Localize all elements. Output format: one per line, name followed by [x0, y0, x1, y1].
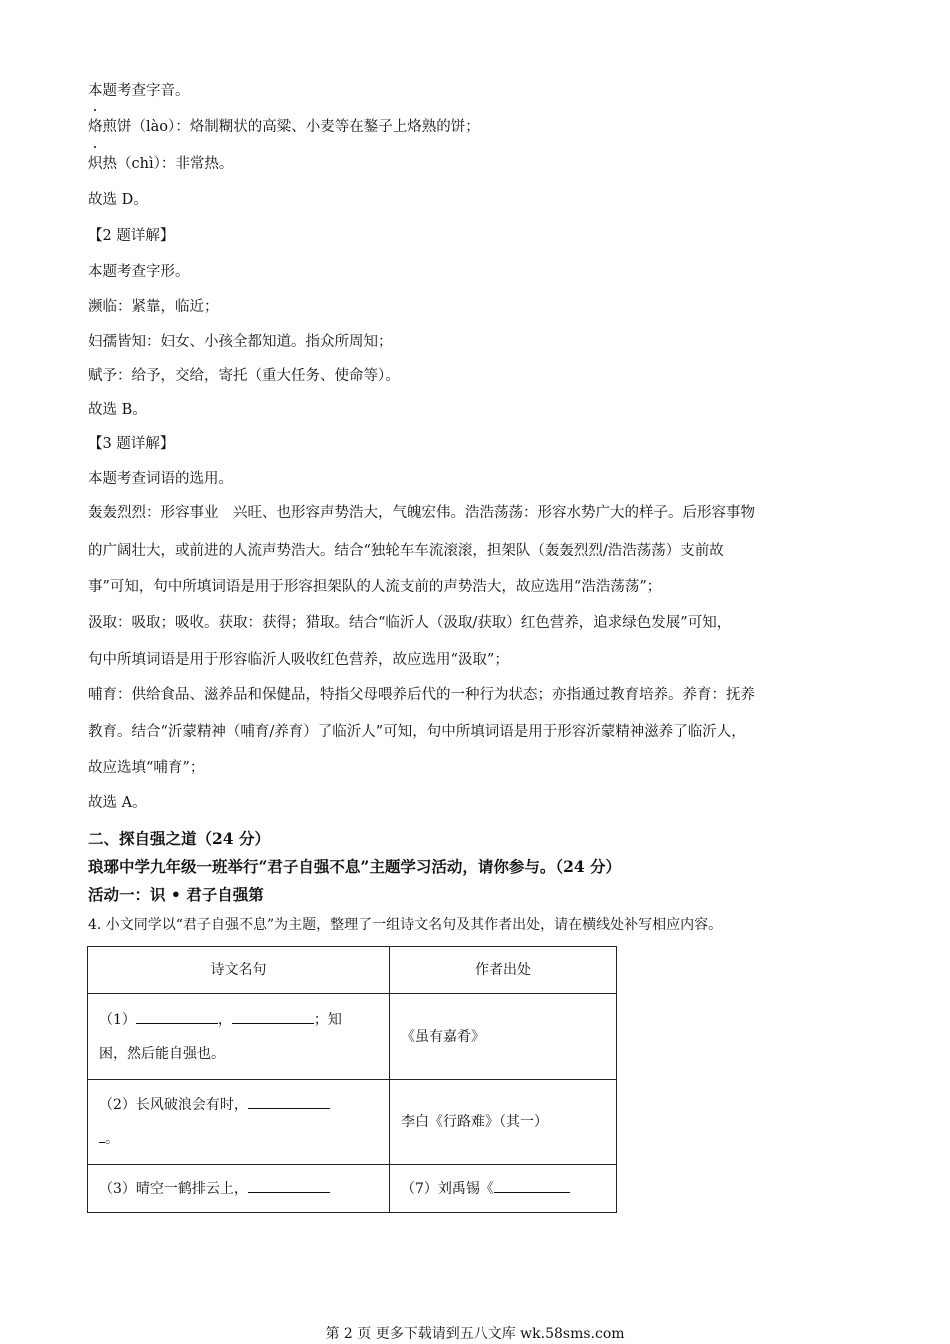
q3-intro: 本题考查词语的选用。	[88, 471, 233, 487]
table-row	[88, 994, 617, 1080]
quote-cell	[88, 1080, 390, 1165]
poem-table	[87, 946, 617, 1213]
q2-item: 妇孺皆知：妇女、小孩全都知道。指众所周知；	[88, 334, 393, 350]
quote-text: ；知	[313, 1011, 342, 1028]
q3-heading: 【3 题详解】	[88, 436, 175, 452]
fill-blank[interactable]	[248, 1094, 330, 1109]
q2-item: 赋予：给予，交给，寄托（重大任务、使命等）。	[88, 368, 400, 384]
q1-answer: 故选 D。	[88, 192, 148, 208]
item-number: （3）	[99, 1180, 136, 1197]
q3-line: 句中所填词语是用于形容临沂人吸收红色营养，故应选用“汲取”；	[88, 652, 509, 668]
q1-intro: 本题考查字音。	[88, 83, 190, 99]
q1-item-2-text: 热（chì）：非常热。	[102, 156, 234, 172]
fill-blank[interactable]	[232, 1009, 314, 1024]
emphasis-char: 炽	[88, 156, 103, 172]
table-header-row	[88, 947, 617, 994]
page-footer: 第 2 页 更多下载请到五八文库 wk.58sms.com	[325, 1326, 625, 1342]
source-cell	[390, 1165, 617, 1213]
quote-text: 晴空一鹤排云上，	[135, 1180, 248, 1197]
q1-item-2	[88, 154, 233, 174]
source-text: （7）刘禹锡《	[401, 1180, 494, 1197]
table-row	[88, 1080, 617, 1165]
q2-heading: 【2 题详解】	[88, 228, 175, 244]
q3-line: 故应选填“哺育”；	[88, 760, 205, 776]
fill-blank[interactable]	[494, 1178, 570, 1193]
q3-line: 哺育：供给食品、滋养品和保健品，特指父母喂养后代的一种行为状态；亦指通过教育培养。养育：抚养	[88, 687, 755, 703]
emphasis-char: 烙	[88, 119, 103, 135]
source-cell: 《虽有嘉肴》	[390, 994, 617, 1080]
q3-line: 的广阔壮大，或前进的人流声势浩大。结合“独轮车车流滚滚，担架队（轰轰烈烈/浩浩荡荡）支前故	[88, 543, 724, 559]
table-row	[88, 1165, 617, 1213]
q1-item-1-text: 煎饼（lào）：烙制糊状的高粱、小麦等在鏊子上烙熟的饼；	[102, 119, 480, 135]
table-header: 诗文名句	[88, 947, 390, 994]
q2-intro: 本题考查字形。	[88, 264, 190, 280]
separator: ，	[217, 1011, 232, 1028]
item-number: （1）	[99, 1011, 136, 1028]
q3-line: 事”可知，句中所填词语是用于形容担架队的人流支前的声势浩大，故应选用“浩浩荡荡”；	[88, 579, 662, 595]
section-subtitle: 琅琊中学九年级一班举行“君子自强不息”主题学习活动，请你参与。（24 分）	[88, 857, 622, 876]
fill-blank[interactable]	[248, 1178, 330, 1193]
q3-line: 教育。结合“沂蒙精神（哺育/养育）了临沂人”可知，句中所填词语是用于形容沂蒙精神滋养了临沂人，	[88, 724, 746, 740]
q3-line: 轰轰烈烈：形容事业 兴旺、也形容声势浩大，气魄宏伟。浩浩荡荡：形容水势广大的样子。后形容事物	[88, 505, 755, 521]
section-title: 二、探自强之道（24 分）	[88, 829, 270, 848]
quote-text: 。	[105, 1131, 119, 1147]
fill-blank[interactable]	[136, 1009, 218, 1024]
activity-title: 活动一：识 • 君子自强第	[88, 885, 264, 904]
q2-answer: 故选 B。	[88, 402, 147, 418]
item-number: （2）	[99, 1097, 136, 1113]
quote-text: 困，然后能自强也。	[99, 1045, 225, 1062]
table-header: 作者出处	[390, 947, 617, 994]
quote-cell	[88, 1165, 390, 1213]
q2-item: 濒临：紧靠，临近；	[88, 299, 219, 315]
q4-prompt: 4. 小文同学以“君子自强不息”为主题，整理了一组诗文名句及其作者出处，请在横线处补写相应内容。	[88, 917, 723, 933]
quote-text: 长风破浪会有时，	[135, 1097, 248, 1113]
q1-item-1	[88, 117, 480, 137]
source-cell: 李白《行路难》（其一）	[390, 1080, 617, 1165]
q3-line: 汲取：吸取；吸收。获取：获得；猎取。结合“临沂人（汲取/获取）红色营养，追求绿色发展”可知，	[88, 615, 732, 631]
q3-answer: 故选 A。	[88, 795, 147, 811]
quote-cell	[88, 994, 390, 1080]
